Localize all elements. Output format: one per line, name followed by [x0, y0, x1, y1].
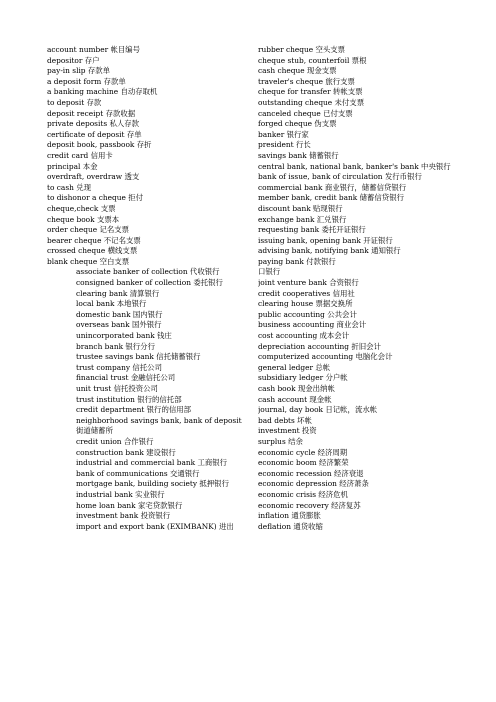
glossary-entry: a banking machine 自动存取机 — [47, 87, 158, 97]
glossary-entry: branch bank 银行分行 — [76, 341, 155, 351]
glossary-entry: public accounting 公共会计 — [258, 309, 357, 319]
glossary-entry: rubber cheque 空头支票 — [258, 45, 346, 54]
glossary-entry: to deposit 存款 — [47, 97, 102, 107]
glossary-entry: joint venture bank 合资银行 — [258, 278, 359, 288]
glossary-entry: subsidiary ledger 分户帐 — [258, 373, 348, 383]
glossary-entry: investment 投资 — [258, 426, 317, 436]
glossary-entry: central bank, national bank, banker's bank 中央银行 — [258, 161, 451, 171]
glossary-entry: industrial bank 实业银行 — [76, 489, 165, 499]
glossary-entry: exchange bank 汇兑银行 — [258, 214, 347, 224]
glossary-entry: private deposits 私人存款 — [47, 119, 140, 129]
glossary-entry: unincorporated bank 钱庄 — [76, 331, 172, 341]
glossary-entry: requesting bank 委托开证银行 — [258, 225, 366, 235]
glossary-entry: certificate of deposit 存单 — [47, 129, 142, 139]
glossary-entry: associate banker of collection 代收银行 — [76, 267, 220, 277]
glossary-entry: business accounting 商业会计 — [258, 320, 367, 330]
glossary-entry: deflation 通货收缩 — [258, 521, 323, 531]
glossary-entry: cost accounting 成本会计 — [258, 331, 350, 341]
glossary-entry: savings bank 储蓄银行 — [258, 150, 339, 160]
glossary-entry: to dishonor a cheque 拒付 — [47, 193, 143, 203]
left-column — [47, 45, 247, 532]
glossary-entry: consigned banker of collection 委托银行 — [76, 278, 223, 288]
glossary-entry: order cheque 记名支票 — [47, 225, 130, 235]
glossary-entry: depreciation accounting 折旧会计 — [258, 341, 381, 351]
glossary-entry: import and export bank (EXIMBANK) 进出 — [76, 521, 234, 531]
glossary-entry: neighborhood savings bank, bank of deposit — [76, 415, 242, 425]
glossary-entry: a deposit form 存款单 — [47, 76, 126, 86]
glossary-entry: investment bank 投资银行 — [76, 511, 171, 521]
glossary-entry: unit trust 信托投资公司 — [76, 384, 158, 393]
glossary-entry: financial trust 金融信托公司 — [76, 373, 176, 383]
glossary-entry: journal, day book 日记帐，流水帐 — [258, 405, 378, 415]
glossary-entry: economic recovery 经济复苏 — [258, 500, 361, 510]
glossary-entry: cash account 现金帐 — [258, 394, 332, 404]
glossary-entry: principal 本金 — [47, 161, 98, 171]
glossary-entry: outstanding cheque 未付支票 — [258, 97, 365, 107]
glossary-entry: economic recession 经济衰退 — [258, 468, 364, 478]
right-column — [258, 45, 464, 532]
glossary-entry: clearing bank 清算银行 — [76, 288, 160, 298]
glossary-entry: member bank, credit bank 储蓄信贷银行 — [258, 193, 404, 203]
glossary-entry: credit department 银行的信用部 — [76, 405, 192, 415]
glossary-entry: inflation 通货膨胀 — [258, 511, 321, 521]
glossary-entry: domestic bank 国内银行 — [76, 309, 163, 319]
glossary-entry: discount bank 贴现银行 — [258, 203, 343, 213]
glossary-entry: banker 银行家 — [258, 129, 309, 139]
glossary-entry: trust company 信托公司 — [76, 362, 162, 372]
glossary-entry: bearer cheque 不记名支票 — [47, 235, 141, 245]
glossary-entry: pay-in slip 存款单 — [47, 66, 111, 76]
glossary-entry: account number 帐目编号 — [47, 45, 141, 54]
glossary-entry: industrial and commercial bank 工商银行 — [76, 458, 228, 468]
glossary-entry: cheque book 支票本 — [47, 214, 120, 224]
glossary-entry: cheque stub, counterfoil 票根 — [258, 55, 367, 65]
glossary-entry: trustee savings bank 信托储蓄银行 — [76, 352, 201, 362]
glossary-entry: credit cooperatives 信用社 — [258, 288, 355, 298]
glossary-entry: economic boom 经济繁荣 — [258, 458, 349, 468]
glossary-entry: to cash 兑现 — [47, 182, 91, 192]
glossary-entry: paying bank 付款银行 — [258, 256, 336, 266]
glossary-entry: deposit receipt 存款收据 — [47, 108, 136, 118]
glossary-entry: canceled cheque 已付支票 — [258, 108, 353, 118]
glossary-entry: 街道储蓄所 — [76, 426, 113, 436]
glossary-entry: clearing house 票据交换所 — [258, 299, 353, 309]
glossary-entry: surplus 结余 — [258, 436, 303, 446]
glossary-entry: overdraft, overdraw 透支 — [47, 172, 140, 182]
glossary-entry: cash cheque 现金支票 — [258, 66, 337, 76]
glossary-entry: overseas bank 国外银行 — [76, 320, 162, 330]
glossary-entry: commercial bank 商业银行，储蓄信贷银行 — [258, 182, 407, 192]
glossary-entry: general ledger 总帐 — [258, 362, 331, 372]
glossary-entry: credit card 信用卡 — [47, 150, 113, 160]
glossary-entry: blank cheque 空白支票 — [47, 256, 130, 266]
glossary-entry: cash book 现金出纳帐 — [258, 384, 335, 393]
glossary-entry: 口银行 — [258, 267, 281, 277]
glossary-entry: trust institution 银行的信托部 — [76, 394, 182, 404]
glossary-entry: bad debts 坏帐 — [258, 415, 312, 425]
glossary-entry: crossed cheque 横线支票 — [47, 246, 138, 256]
glossary-entry: traveler's cheque 旅行支票 — [258, 76, 355, 86]
glossary-entry: credit union 合作银行 — [76, 436, 154, 446]
glossary-entry: cheque for transfer 转帐支票 — [258, 87, 363, 97]
glossary-entry: deposit book, passbook 存折 — [47, 140, 152, 150]
glossary-entry: economic depression 经济萧条 — [258, 479, 369, 489]
glossary-entry: depositor 存户 — [47, 55, 100, 65]
glossary-entry: local bank 本地银行 — [76, 299, 147, 309]
glossary-entry: construction bank 建设银行 — [76, 447, 176, 457]
glossary-entry: economic cycle 经济周期 — [258, 447, 348, 457]
glossary-entry: advising bank, notifying bank 通知银行 — [258, 246, 401, 256]
glossary-entry: forged cheque 伪支票 — [258, 119, 337, 129]
glossary-entry: cheque,check 支票 — [47, 203, 116, 213]
glossary-entry: bank of communications 交通银行 — [76, 468, 200, 478]
glossary-entry: economic crisis 经济危机 — [258, 489, 348, 499]
glossary-entry: computerized accounting 电脑化会计 — [258, 352, 393, 362]
glossary-entry: mortgage bank, building society 抵押银行 — [76, 479, 229, 489]
glossary-entry: president 行长 — [258, 140, 311, 150]
glossary-entry: home loan bank 家宅贷款银行 — [76, 500, 183, 510]
glossary-entry: issuing bank, opening bank 开证银行 — [258, 235, 393, 245]
glossary-entry: bank of issue, bank of circulation 发行币银行 — [258, 172, 422, 182]
